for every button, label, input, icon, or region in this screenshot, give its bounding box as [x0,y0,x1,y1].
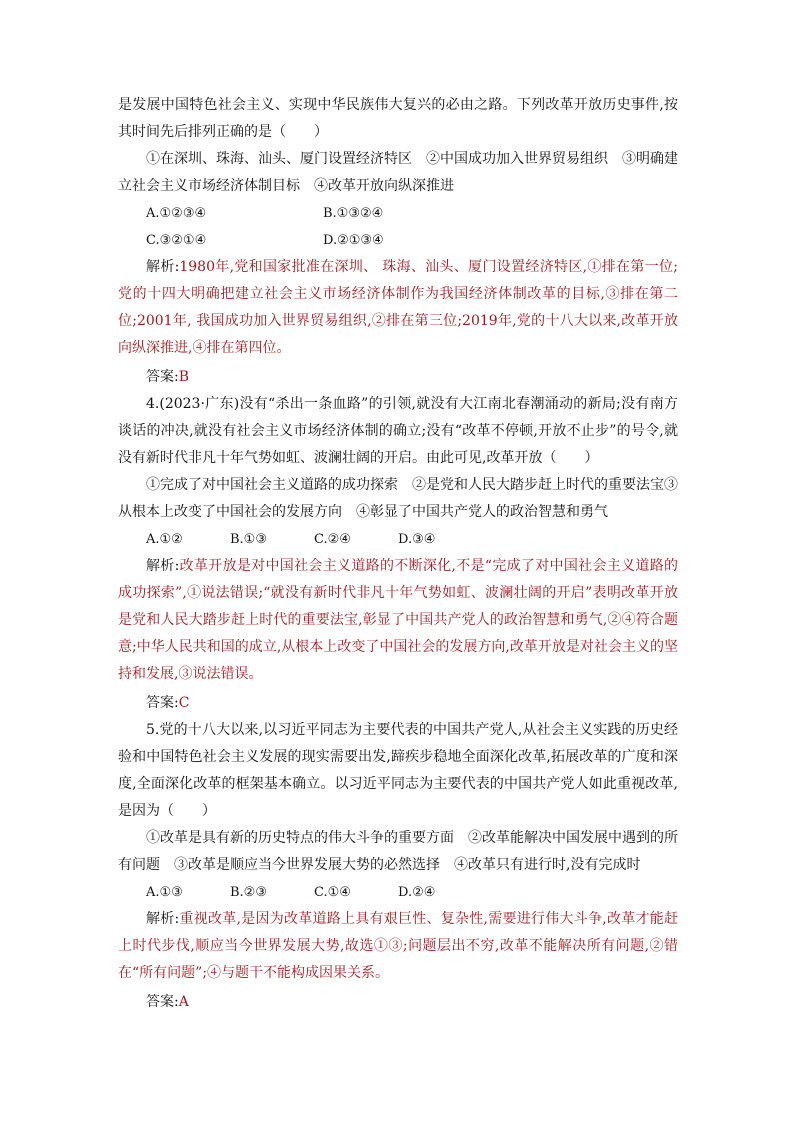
q5-analysis-label: 解析: [146,911,180,927]
q3-statements: ①在深圳、珠海、汕头、厦门设置经济特区 ②中国成功加入世界贸易组织 ③明确建立社会主义市场经济体制目标 ④改革开放向纵深推进 [118,151,678,194]
q4-option-c: C.②④ [314,532,351,547]
q4-option-d: D.③④ [398,532,436,547]
q3-option-c: C.③②①④ [146,233,207,248]
q5-option-b: B.②③ [230,885,267,900]
q4-answer [118,690,678,717]
q5-stem: 5.党的十八大以来,以习近平同志为主要代表的中国共产党人,从社会主义实践的历史经验和中国特色社会主义发展的现实需要出发,蹄疾步稳地全面深化改革,拓展改革的广度和深度,全面深化改革的框架基本确立。以习近平同志为主要代表的中国共产党人如此重视改革,是因为（ ） [118,722,678,819]
q4-options-row [118,526,678,553]
document-page [118,92,678,1016]
q5-analysis-text: 重视改革,是因为改革道路上具有艰巨性、复杂性,需要进行伟大斗争,改革才能赶上时代步伐,顺应当今世界发展大势,故选①③;问题层出不穷,改革不能解决所有问题,②错在“所有问题”;④与题干不能构成因果关系。 [118,911,678,981]
q3-answer-label: 答案: [146,369,179,385]
q3-analysis-label: 解析: [146,259,180,275]
q5-answer-value: A [178,994,189,1010]
q3-analysis [118,254,678,362]
q3-analysis-text: 1980年,党和国家批准在深圳、 珠海、汕头、厦门设置经济特区,①排在第一位;党的十四大明确把建立社会主义市场经济体制作为我国经济体制改革的目标,③排在第二位;2001年, 我国成功加入世界贸易组织,②排在第三位;2019年,党的十八大以来,改革开放向纵深推进,④排在第四位。 [118,259,678,356]
q3-option-a: A.①②③④ [146,206,207,221]
q4-answer-label: 答案: [146,695,179,711]
q5-option-d: D.②④ [398,885,436,900]
q5-statements: ①改革是具有新的历史特点的伟大斗争的重要方面 ②改革能解决中国发展中遇到的所有问题 ③改革是顺应当今世界发展大势的必然选择 ④改革只有进行时,没有完成时 [118,830,678,873]
q4-option-a: A.①② [146,532,183,547]
q3-option-b: B.①③②④ [323,206,384,221]
q4-analysis-text: 改革开放是对中国社会主义道路的不断深化,不是“完成了对中国社会主义道路的成功探索”,①说法错误;“就没有新时代非凡十年气势如虹、波澜壮阔的开启”表明改革开放是党和人民大踏步赶上时代的重要法宝,彰显了中国共产党人的政治智慧和勇气,②④符合题意;中华人民共和国的成立,从根本上改变了中国社会的发展方向,改革开放是对社会主义的坚持和发展,③说法错误。 [118,558,679,682]
q4-analysis [118,553,678,688]
q5-answer [118,989,678,1016]
q5-analysis [118,906,678,987]
q4-stem: 4.(2023·广东)没有“杀出一条血路”的引领,就没有大江南北春潮涌动的新局;没有南方谈话的冲决,就没有社会主义市场经济体制的确立;没有“改革不停顿,开放不止步”的号令,就没有新时代非凡十年气势如虹、波澜壮阔的开启。由此可见,改革开放（ ） [118,396,678,466]
q5-options-row [118,879,678,906]
q3-option-d: D.②①③④ [323,233,384,248]
q3-options-row-1 [118,200,678,227]
q5-answer-label: 答案: [146,994,179,1010]
q5-option-c: C.①④ [314,885,351,900]
q5-option-a: A.①③ [146,885,183,900]
q3-options-row-2 [118,227,678,254]
q3-answer-value: B [178,369,190,385]
q4-analysis-label: 解析: [146,558,180,574]
q4-statements: ①完成了对中国社会主义道路的成功探索 ②是党和人民大踏步赶上时代的重要法宝③从根本上改变了中国社会的发展方向 ④彰显了中国共产党人的政治智慧和勇气 [118,477,678,520]
q3-stem: 是发展中国特色社会主义、实现中华民族伟大复兴的必由之路。下列改革开放历史事件,按其时间先后排列正确的是（ ） [118,97,678,140]
q4-option-b: B.①③ [230,532,267,547]
q4-answer-value: C [178,695,190,711]
q3-answer [118,364,678,391]
